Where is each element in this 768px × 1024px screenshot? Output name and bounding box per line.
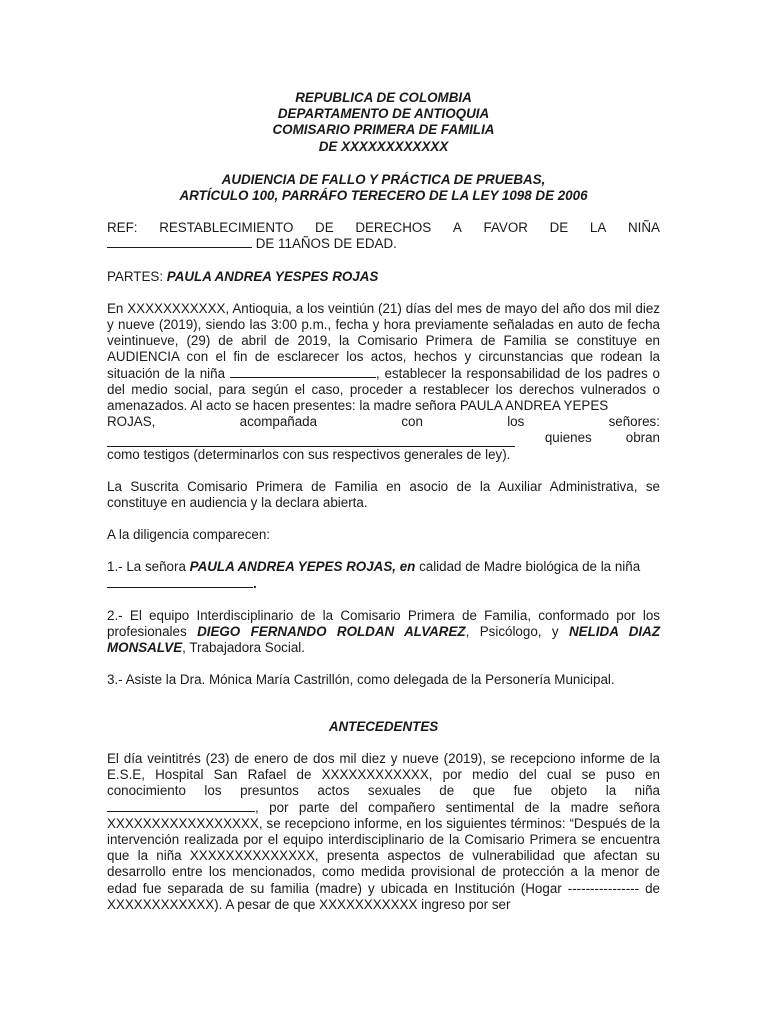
ref-word: DE [315,220,334,236]
name-blank [107,236,252,248]
p1-word: ROJAS, [107,414,156,430]
paragraph-1-text-b: , establecer la responsabilidad de los padres o del medio social, para según el caso, proceder a restablecer los derechos vulnerados o amenazados. Al acto se hacen presentes: la madre señora PAULA ANDREA YEPES [107,365,660,414]
header-line-2: DEPARTAMENTO DE ANTIOQUIA [277,106,490,122]
ref-tail: DE 11AÑOS DE EDAD. [252,236,397,252]
name-blank [107,800,255,812]
item-1-text-a: 1.- La señora [107,559,190,575]
ref-word: DERECHOS [355,220,432,236]
p1-word: con [401,414,423,430]
item-3: 3.- Asiste la Dra. Mónica María Castrillón, como delegada de la Personería Municipal. [107,672,615,688]
paragraph-1 [107,301,660,414]
ref-line-2 [107,236,660,252]
item-2-name-2: NELIDA DIAZ MONSALVE [107,624,661,656]
item-1-end: . [253,575,257,591]
antecedentes-text-b: , por parte del compañero sentimental de la madre señora XXXXXXXXXXXXXXXXX, se recepciono informe, en los siguientes términos: “Después de la intervención realizada por el equipo interdisciplinario de la Comisario Primera se encuentra que la niña XXXXXXXXXXXXXX, presenta aspectos de vulnerabilidad que afectan su desarrollo entre los mencionados, como medida provisional de protección a la menor de edad fue separada de su familia (madre) y ubicada en Institución (Hogar ---------------- de XXXXXXXXXXXX). A pesar de que XXXXXXXXXXX ingreso por ser [107,799,660,912]
name-blank [230,366,376,378]
p1-word: quienes [544,430,592,446]
header-line-3: COMISARIO PRIMERA DE FAMILIA [272,122,495,138]
paragraph-3: A la diligencia comparecen: [107,527,271,543]
antecedentes-text-a: El día veintitrés (23) de enero de dos mil diez y nueve (2019), se recepciono informe de la E.S.E, Hospital San Rafael de XXXXXXXXXXXX, por medio del cual se puso en conocimiento los presuntos actos sexuales de que fue objeto la niña [107,750,660,799]
partes-name: PAULA ANDREA YESPES ROJAS [166,268,379,284]
ref-line-1 [107,220,660,236]
subtitle-line-2: ARTÍCULO 100, PARRÁFO TERECERO DE LA LEY 1098 DE 2006 [179,188,588,204]
ref-word: DE [549,220,569,236]
item-2-text-a: 2.- El equipo Interdisciplinario de la Comisario Primera de Familia, conformado por los profesionales [107,607,660,640]
item-2-text-c: , Trabajadora Social. [182,640,305,656]
p1-word: señores: [608,414,660,430]
antecedentes-paragraph [107,751,660,913]
item-1-text-b: calidad de Madre biológica de la niña [415,559,641,575]
ref-paragraph [107,220,660,252]
partes-line [107,269,660,285]
item-1-blank-line [107,576,660,592]
item-2-name-1: DIEGO FERNANDO ROLDAN ALVAREZ [197,624,466,640]
header-line-1: REPUBLICA DE COLOMBIA [295,90,472,105]
antecedentes-title: ANTECEDENTES [328,718,439,734]
partes-label: PARTES: [107,268,167,284]
paragraph-1-text-a: En XXXXXXXXXXX, Antioquia, a los veintiún (21) días del mes de mayo del año dos mil diez y nueve (2019), siendo las 3:00 p.m., fecha y hora previamente señaladas en auto de fecha veintinueve, (29) de abril de 2019, la Comisario Primera de Familia se constituye en AUDIENCIA con el fin de esclarecer los actos, hechos y circunstancias que rodean la situación de la niña [107,300,660,381]
p1-word: los [507,414,525,430]
paragraph-1-quienes-line [107,430,660,446]
ref-word: RESTABLECIMIENTO [159,220,294,236]
paragraph-1-text-c: como testigos (determinarlos con sus respectivos generales de ley). [107,446,511,462]
ref-word: REF: [107,220,138,236]
item-1-name: PAULA ANDREA YEPES ROJAS, en [189,559,416,575]
ref-word: LA [589,220,607,236]
item-2 [107,608,660,657]
witness-blank [107,435,515,447]
ref-word: FAVOR [483,220,528,236]
item-2-text-b: , Psicólogo, y [465,624,570,640]
header-line-4: DE XXXXXXXXXXXX [318,138,449,154]
name-blank [107,576,253,588]
paragraph-1-rojas-line [107,414,660,430]
paragraph-2: La Suscrita Comisario Primera de Familia en asocio de la Auxiliar Administrativa, se constituye en audiencia y la declara abierta. [107,478,660,511]
p1-word: obran [625,430,660,446]
ref-word: A [452,220,462,236]
item-1 [107,559,660,575]
subtitle-line-1: AUDIENCIA DE FALLO Y PRÁCTICA DE PRUEBAS, [221,171,546,187]
ref-word: NIÑA [627,220,660,236]
p1-word: acompañada [239,414,318,430]
document-page [107,90,660,913]
